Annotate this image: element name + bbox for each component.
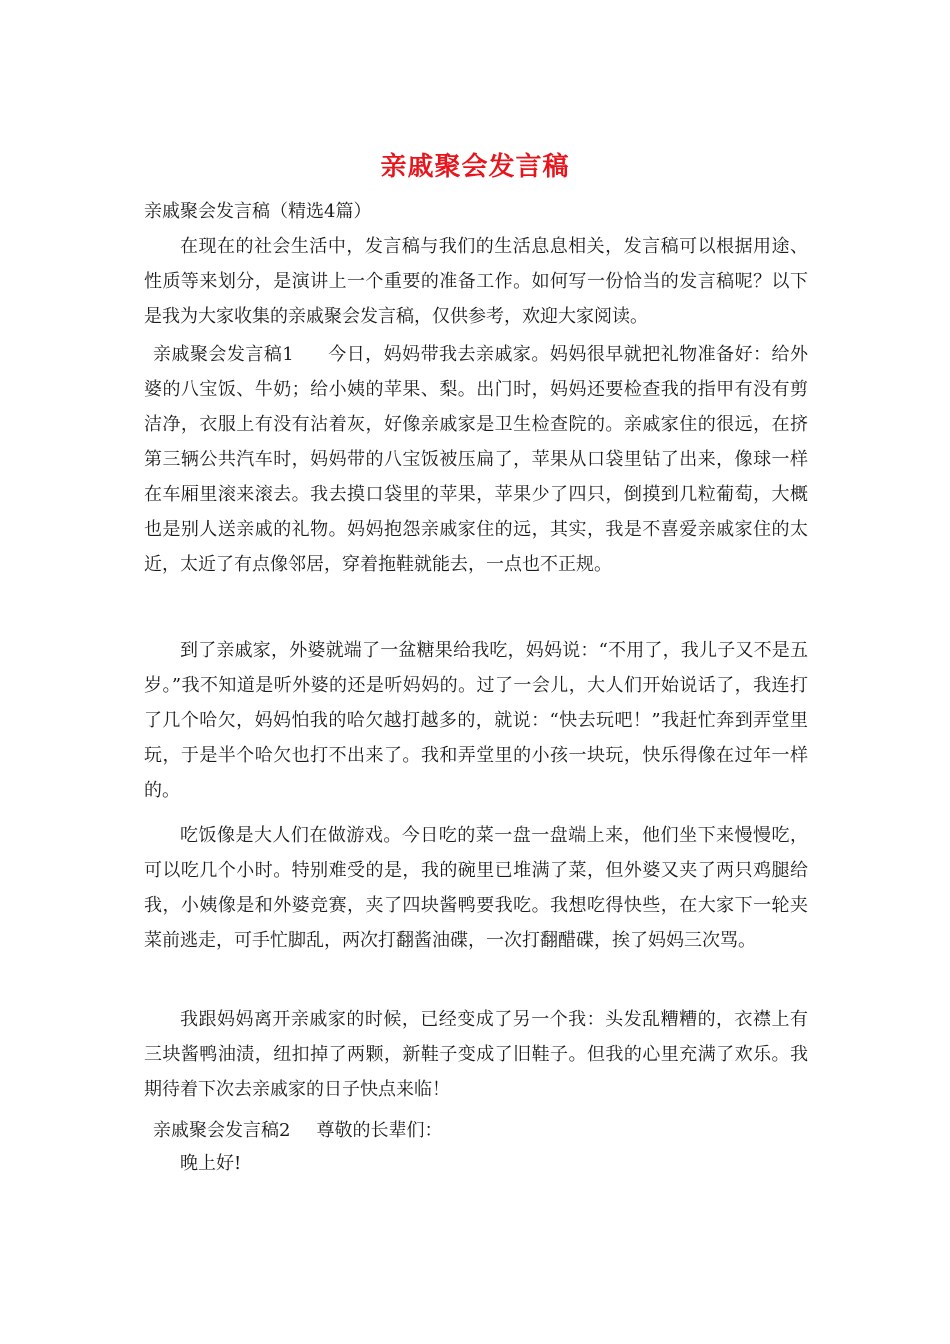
section2-paragraph [144,1113,808,1148]
section1-text: 今日，妈妈带我去亲戚家。妈妈很早就把礼物准备好：给外婆的八宝饭、牛奶；给小姨的苹果、梨。出门时，妈妈还要检查我的指甲有没有剪洁净，衣服上有没有沾着灰，好像亲戚家是卫生检查院的。亲戚家住的很远，在挤第三辆公共汽车时，妈妈带的八宝饭被压扁了，苹果从口袋里钻了出来，像球一样在车厢里滚来滚去。我去摸口袋里的苹果，苹果少了四只，倒摸到几粒葡萄，大概也是别人送亲戚的礼物。妈妈抱怨亲戚家住的远，其实，我是不喜爱亲戚家住的太近，太近了有点像邻居，穿着拖鞋就能去，一点也不正规。 [144,344,808,575]
section1-paragraph [144,337,808,582]
section2-heading: 亲戚聚会发言稿2 [153,1120,291,1141]
document-title: 亲戚聚会发言稿 [380,152,570,182]
section2-text: 尊敬的长辈们： [316,1120,443,1141]
greeting-paragraph: 晚上好! [180,1153,242,1174]
body-paragraph-3: 吃饭像是大人们在做游戏。今日吃的菜一盘一盘端上来，他们坐下来慢慢吃，可以吃几个小时。特别难受的是，我的碗里已堆满了菜，但外婆又夹了两只鸡腿给我，小姨像是和外婆竞赛，夹了四块酱鸭要我吃。我想吃得快些，在大家下一轮夹菜前逃走，可手忙脚乱，两次打翻酱油碟，一次打翻醋碟，挨了妈妈三次骂。 [144,825,808,951]
body-paragraph-4: 我跟妈妈离开亲戚家的时候，已经变成了另一个我：头发乱糟糟的，衣襟上有三块酱鸭油渍，纽扣掉了两颗，新鞋子变成了旧鞋子。但我的心里充满了欢乐。我期待着下次去亲戚家的日子快点来临！ [144,1009,808,1100]
intro-paragraph: 在现在的社会生活中，发言稿与我们的生活息息相关，发言稿可以根据用途、性质等来划分，是演讲上一个重要的准备工作。如何写一份恰当的发言稿呢？以下是我为大家收集的亲戚聚会发言稿，仅供参考，欢迎大家阅读。 [144,236,808,327]
document-subtitle: 亲戚聚会发言稿（精选4篇） [144,201,372,222]
body-paragraph-2: 到了亲戚家，外婆就端了一盆糖果给我吃，妈妈说：“不用了，我儿子又不是五岁。”我不知道是听外婆的还是听妈妈的。过了一会儿，大人们开始说话了，我连打了几个哈欠，妈妈怕我的哈欠越打越多的，就说：“快去玩吧！”我赶忙奔到弄堂里玩，于是半个哈欠也打不出来了。我和弄堂里的小孩一块玩，快乐得像在过年一样的。 [144,640,808,801]
section1-heading: 亲戚聚会发言稿1 [153,344,294,365]
